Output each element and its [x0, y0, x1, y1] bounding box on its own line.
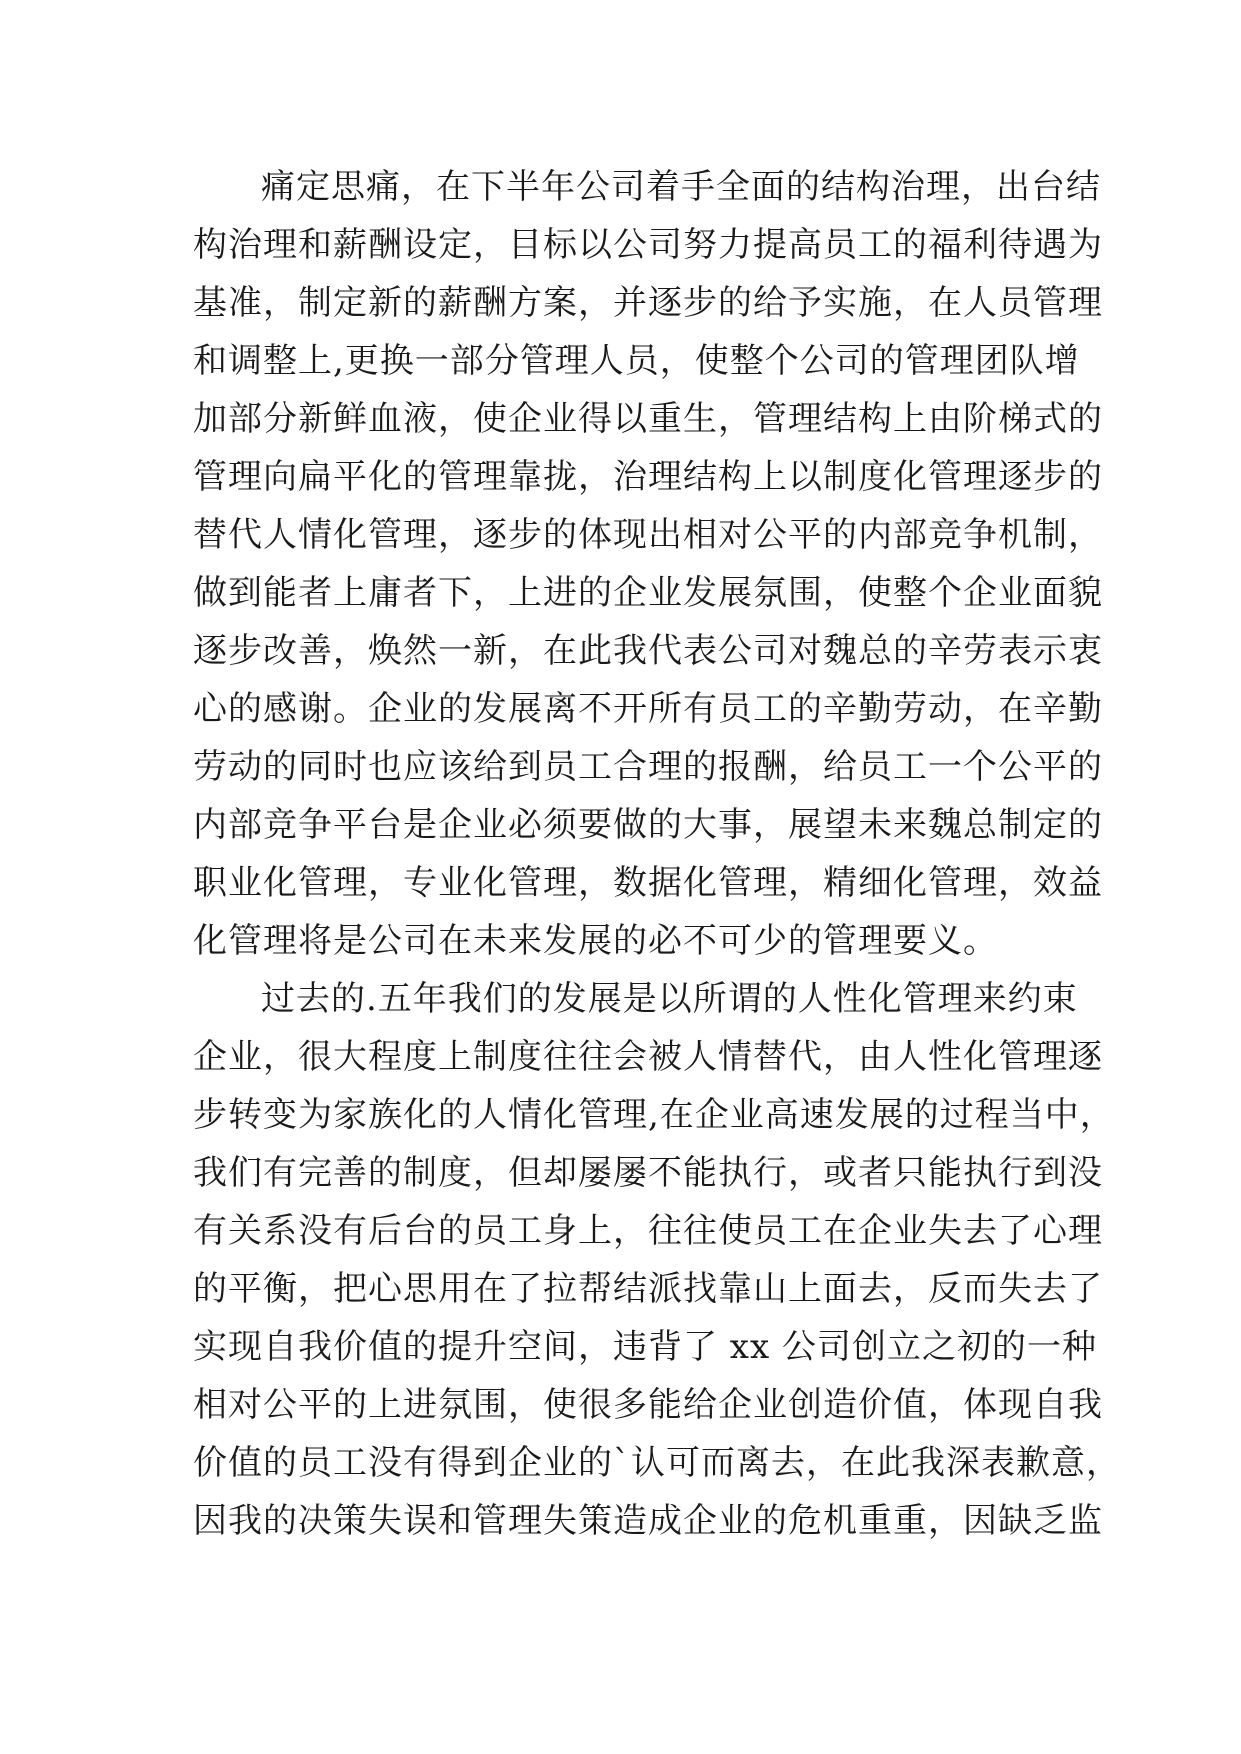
paragraph-1-line: 心的感谢。企业的发展离不开所有员工的辛勤劳动，在辛勤 — [193, 689, 1103, 729]
paragraph-2-line: 因我的决策失误和管理失策造成企业的危机重重，因缺乏监 — [193, 1501, 1103, 1541]
paragraph-1-line: 做到能者上庸者下，上进的企业发展氛围，使整个企业面貌 — [193, 573, 1103, 613]
paragraph-2-line: 我们有完善的制度，但却屡屡不能执行，或者只能执行到没 — [193, 1153, 1103, 1193]
document-body — [193, 158, 1121, 1550]
paragraph-2-line: 实现自我价值的提升空间，违背了 xx 公司创立之初的一种 — [193, 1327, 1097, 1367]
paragraph-2-line: 有关系没有后台的员工身上，往往使员工在企业失去了心理 — [193, 1211, 1103, 1251]
paragraph-1-line: 加部分新鲜血液，使企业得以重生，管理结构上由阶梯式的 — [193, 399, 1103, 439]
paragraph-1-line: 劳动的同时也应该给到员工合理的报酬，给员工一个公平的 — [193, 747, 1103, 787]
paragraph-1-line: 替代人情化管理，逐步的体现出相对公平的内部竞争机制， — [193, 515, 1103, 555]
paragraph-1-line: 内部竞争平台是企业必须要做的大事，展望未来魏总制定的 — [193, 805, 1103, 845]
paragraph-1-line: 化管理将是公司在未来发展的必不可少的管理要义。 — [193, 921, 998, 961]
paragraph-1-line: 基准，制定新的薪酬方案，并逐步的给予实施，在人员管理 — [193, 283, 1103, 323]
paragraph-2-line: 的平衡，把心思用在了拉帮结派找靠山上面去，反而失去了 — [193, 1269, 1103, 1309]
paragraph-1-line: 痛定思痛，在下半年公司着手全面的结构治理，出台结 — [261, 167, 1101, 207]
paragraph-1-line: 和调整上,更换一部分管理人员，使整个公司的管理团队增 — [193, 341, 1080, 381]
paragraph-2-line: 相对公平的上进氛围，使很多能给企业创造价值，体现自我 — [193, 1385, 1103, 1425]
paragraph-1-line: 职业化管理，专业化管理，数据化管理，精细化管理，效益 — [193, 863, 1103, 903]
paragraph-2-line: 步转变为家族化的人情化管理,在企业高速发展的过程当中， — [193, 1095, 1115, 1135]
paragraph-2-line: 价值的员工没有得到企业的`认可而离去，在此我深表歉意， — [193, 1443, 1121, 1483]
paragraph-1-line: 管理向扁平化的管理靠拢，治理结构上以制度化管理逐步的 — [193, 457, 1103, 497]
paragraph-1-line: 逐步改善，焕然一新，在此我代表公司对魏总的辛劳表示衷 — [193, 631, 1103, 671]
paragraph-1-line: 构治理和薪酬设定，目标以公司努力提高员工的福利待遇为 — [193, 225, 1103, 265]
paragraph-2-line: 企业，很大程度上制度往往会被人情替代，由人性化管理逐 — [193, 1037, 1103, 1077]
paragraph-2-line: 过去的.五年我们的发展是以所谓的人性化管理来约束 — [261, 979, 1078, 1019]
